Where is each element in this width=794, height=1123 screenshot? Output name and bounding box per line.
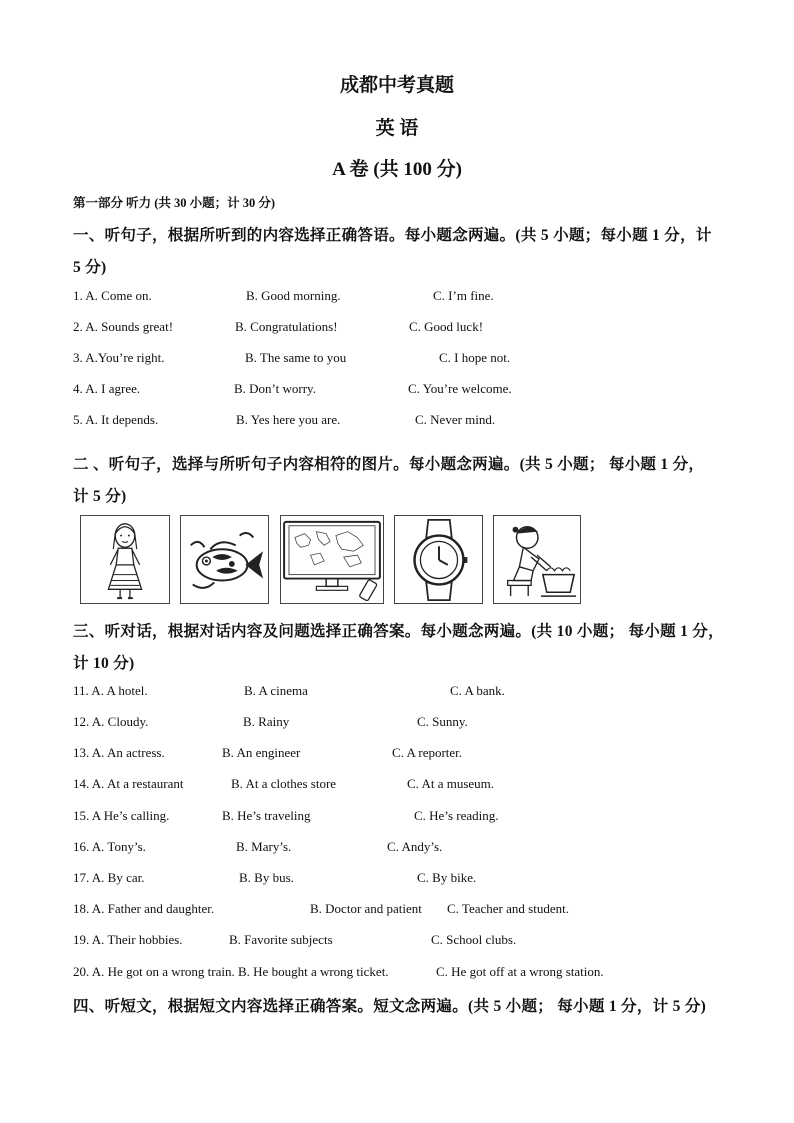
question-13-a: 13. A. An actress. (73, 745, 165, 760)
question-5-b: B. Yes here you are. (236, 412, 341, 427)
question-16-b: B. Mary’s. (236, 839, 292, 854)
exam-title: 成都中考真题 (339, 75, 454, 96)
question-12-c: C. Sunny. (417, 714, 468, 729)
question-16-a: 16. A. Tony’s. (73, 839, 146, 854)
subject-title: 英 语 (375, 118, 419, 139)
section-4-heading: 四、听短文，根据短文内容选择正确答案。短文念两遍。(共 5 小题； 每小题 1 分，计 5 分) (73, 998, 707, 1015)
question-4-b: B. Don’t worry. (234, 381, 316, 396)
section-2-heading: 二 、听句子，选择与所听句子内容相符的图片。每小题念两遍。(共 5 小题； 每小题 1 分， (73, 456, 705, 473)
section-2-heading-cont: 计 5 分) (73, 488, 127, 505)
question-1-b: B. Good morning. (246, 288, 341, 303)
question-19-b: B. Favorite subjects (229, 932, 333, 947)
wristwatch-icon (394, 515, 483, 604)
question-3-a: 3. A.You’re right. (73, 350, 165, 365)
question-1-a: 1. A. Come on. (73, 288, 152, 303)
question-14-b: B. At a clothes store (231, 776, 337, 791)
question-15-a: 15. A He’s calling. (73, 808, 170, 823)
question-12-a: 12. A. Cloudy. (73, 714, 149, 729)
section-3-heading-cont: 计 10 分) (73, 655, 135, 672)
question-12-b: B. Rainy (243, 714, 290, 729)
question-20-a: 20. A. He got on a wrong train. B. He bought a wrong ticket. (73, 964, 389, 979)
part-heading: 第一部分 听力 (共 30 小题；计 30 分) (73, 196, 276, 210)
question-2-b: B. Congratulations! (235, 319, 338, 334)
question-11-a: 11. A. A hotel. (73, 683, 148, 698)
section-1-heading: 一、听句子，根据所听到的内容选择正确答语。每小题念两遍。(共 5 小题；每小题 1 分，计 (73, 227, 712, 244)
question-2-c: C. Good luck! (409, 319, 484, 334)
question-17-b: B. By bus. (239, 870, 294, 885)
paper-cut-fish-icon (180, 515, 269, 604)
question-16-c: C. Andy’s. (387, 839, 443, 854)
tv-map-icon (280, 515, 384, 604)
question-17-c: C. By bike. (417, 870, 477, 885)
question-3-c: C. I hope not. (439, 350, 511, 365)
question-2-a: 2. A. Sounds great! (73, 319, 174, 334)
question-19-c: C. School clubs. (431, 932, 517, 947)
question-11-b: B. A cinema (244, 683, 308, 698)
question-1-c: C. I’m fine. (433, 288, 494, 303)
question-3-b: B. The same to you (245, 350, 347, 365)
question-18-c: C. Teacher and student. (447, 901, 569, 916)
question-4-c: C. You’re welcome. (408, 381, 512, 396)
volume-title: A 卷 (共 100 分) (332, 159, 462, 180)
question-18-a: 18. A. Father and daughter. (73, 901, 215, 916)
question-5-c: C. Never mind. (415, 412, 496, 427)
question-5-a: 5. A. It depends. (73, 412, 159, 427)
question-20-c: C. He got off at a wrong station. (436, 964, 604, 979)
section-3-heading: 三、听对话，根据对话内容及问题选择正确答案。每小题念两遍。(共 10 小题； 每小题 1 分， (73, 623, 724, 640)
question-13-b: B. An engineer (222, 745, 301, 760)
question-17-a: 17. A. By car. (73, 870, 145, 885)
question-15-c: C. He’s reading. (414, 808, 499, 823)
girl-in-dress-icon (80, 515, 170, 604)
question-18-b: B. Doctor and patient (310, 901, 422, 916)
question-19-a: 19. A. Their hobbies. (73, 932, 183, 947)
section-1-heading-cont: 5 分) (73, 259, 107, 276)
question-15-b: B. He’s traveling (222, 808, 311, 823)
question-14-a: 14. A. At a restaurant (73, 776, 184, 791)
question-11-c: C. A bank. (450, 683, 505, 698)
girl-washing-clothes-icon (493, 515, 581, 604)
question-4-a: 4. A. I agree. (73, 381, 141, 396)
question-13-c: C. A reporter. (392, 745, 463, 760)
question-14-c: C. At a museum. (407, 776, 495, 791)
